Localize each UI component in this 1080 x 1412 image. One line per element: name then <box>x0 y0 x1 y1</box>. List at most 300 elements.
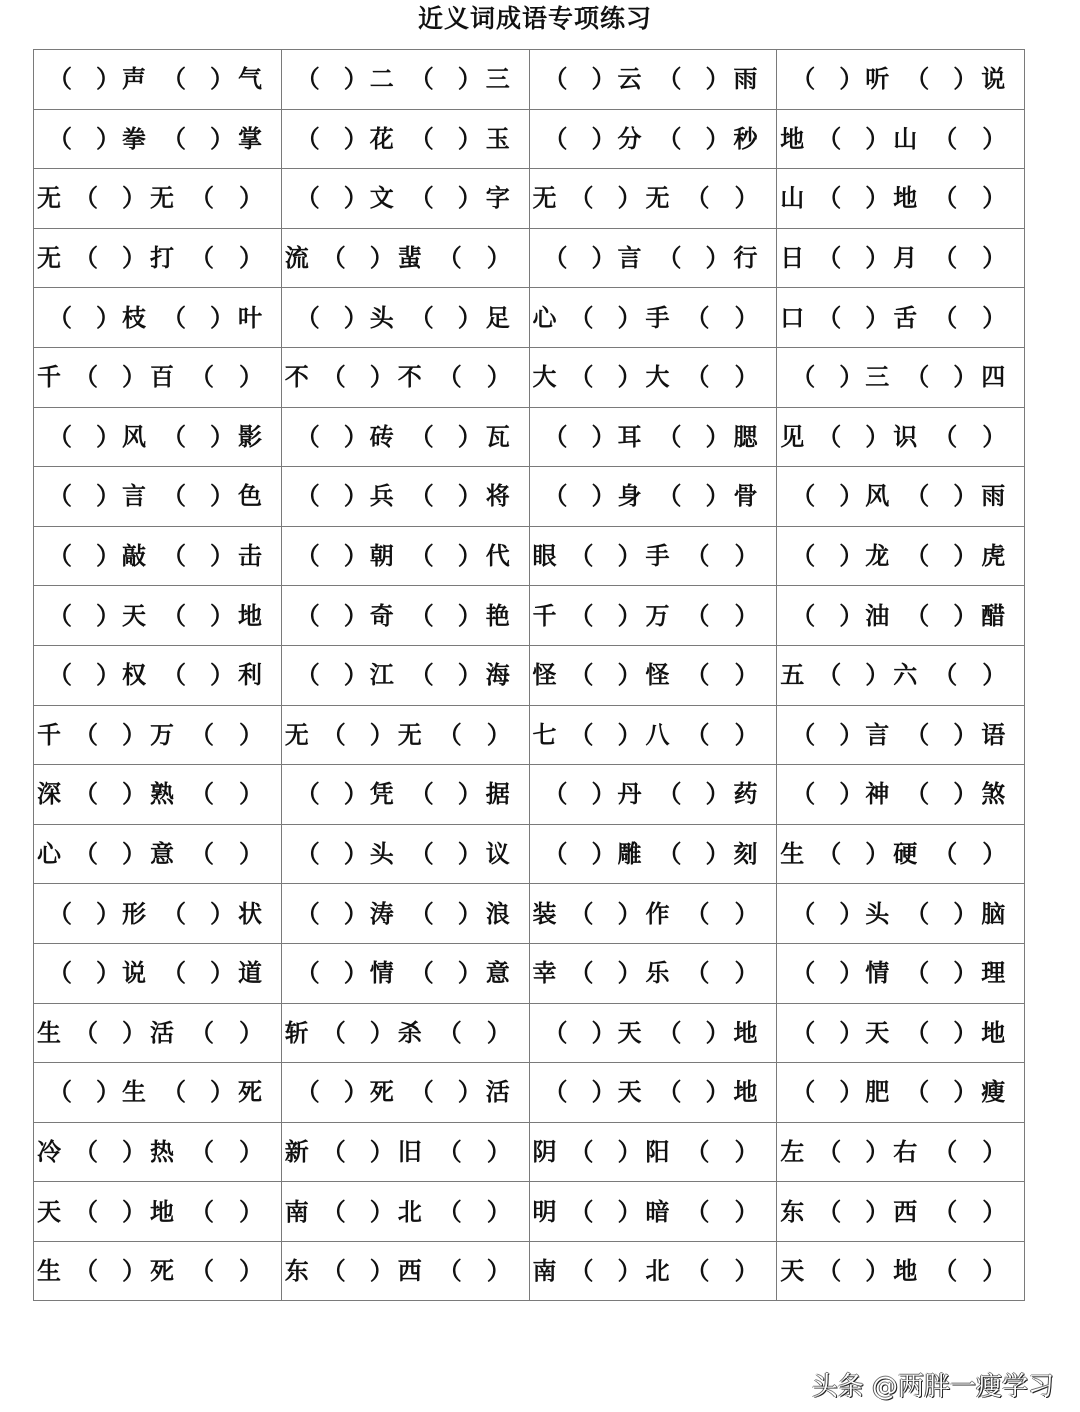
idiom-character: 利 <box>238 660 262 690</box>
idiom-character: 议 <box>485 839 510 869</box>
idiom-character: 千 <box>37 719 61 749</box>
idiom-fill-blank <box>530 229 777 288</box>
idiom-fill-blank <box>530 646 777 705</box>
blank-close-paren: ） <box>96 660 120 690</box>
table-row <box>34 1122 1025 1182</box>
idiom-character: 玉 <box>485 123 510 153</box>
blank-close-paren: ） <box>457 123 482 153</box>
blank-open-paren: （ <box>321 362 346 392</box>
idiom-character: 说 <box>122 958 146 988</box>
blank-open-paren: （ <box>817 243 842 273</box>
idiom-character: 打 <box>150 243 174 273</box>
blank-close-paren: ） <box>343 779 368 809</box>
idiom-cell <box>281 467 529 527</box>
blank-open-paren: （ <box>543 779 568 809</box>
blank-open-paren: （ <box>905 64 930 94</box>
idiom-cell <box>529 1241 777 1301</box>
blank-open-paren: （ <box>685 600 710 630</box>
blank-close-paren: ） <box>591 839 616 869</box>
idiom-character: 足 <box>485 302 510 332</box>
idiom-fill-blank <box>530 348 777 407</box>
idiom-fill-blank <box>34 586 281 645</box>
idiom-character: 地 <box>893 183 918 213</box>
blank-open-paren: （ <box>933 660 958 690</box>
blank-open-paren: （ <box>48 898 72 928</box>
idiom-character: 熟 <box>150 779 174 809</box>
idiom-cell <box>777 109 1025 169</box>
blank-open-paren: （ <box>409 123 434 153</box>
blank-open-paren: （ <box>48 421 72 451</box>
idiom-cell <box>529 109 777 169</box>
idiom-character: 药 <box>733 779 758 809</box>
blank-close-paren: ） <box>96 64 120 94</box>
blank-open-paren: （ <box>685 1256 710 1286</box>
blank-close-paren: ） <box>734 958 759 988</box>
idiom-character: 乐 <box>645 958 670 988</box>
idiom-cell <box>281 1241 529 1301</box>
idiom-character: 西 <box>397 1256 422 1286</box>
idiom-fill-blank <box>282 229 529 288</box>
idiom-cell <box>34 943 282 1003</box>
idiom-character: 行 <box>733 243 758 273</box>
idiom-fill-blank <box>530 765 777 824</box>
blank-open-paren: （ <box>791 1017 816 1047</box>
blank-open-paren: （ <box>74 1136 98 1166</box>
idiom-character: 天 <box>780 1256 805 1286</box>
idiom-fill-blank <box>282 825 529 884</box>
blank-close-paren: ） <box>839 719 864 749</box>
idiom-cell <box>529 586 777 646</box>
idiom-fill-blank <box>777 1063 1024 1122</box>
blank-open-paren: （ <box>685 302 710 332</box>
blank-close-paren: ） <box>734 719 759 749</box>
idiom-cell <box>529 526 777 586</box>
blank-close-paren: ） <box>982 1256 1007 1286</box>
blank-close-paren: ） <box>486 1017 511 1047</box>
blank-open-paren: （ <box>933 839 958 869</box>
idiom-character: 左 <box>780 1136 805 1166</box>
idiom-cell <box>281 407 529 467</box>
idiom-cell <box>34 705 282 765</box>
idiom-character: 八 <box>645 719 670 749</box>
blank-open-paren: （ <box>162 958 186 988</box>
blank-open-paren: （ <box>74 362 98 392</box>
blank-close-paren: ） <box>343 183 368 213</box>
blank-open-paren: （ <box>409 1077 434 1107</box>
idiom-fill-blank <box>530 1242 777 1301</box>
idiom-character: 深 <box>37 779 61 809</box>
blank-open-paren: （ <box>791 541 816 571</box>
blank-open-paren: （ <box>685 719 710 749</box>
blank-close-paren: ） <box>953 481 978 511</box>
blank-close-paren: ） <box>591 421 616 451</box>
table-row <box>34 705 1025 765</box>
blank-open-paren: （ <box>162 1077 186 1107</box>
blank-close-paren: ） <box>343 660 368 690</box>
idiom-cell <box>34 765 282 825</box>
blank-close-paren: ） <box>343 64 368 94</box>
blank-close-paren: ） <box>982 1136 1007 1166</box>
blank-close-paren: ） <box>705 1017 730 1047</box>
idiom-character: 死 <box>369 1077 394 1107</box>
blank-open-paren: （ <box>543 243 568 273</box>
idiom-character: 枝 <box>122 302 146 332</box>
blank-close-paren: ） <box>369 1136 394 1166</box>
idiom-cell <box>281 288 529 348</box>
blank-close-paren: ） <box>705 839 730 869</box>
idiom-cell <box>777 765 1025 825</box>
idiom-character: 油 <box>865 600 890 630</box>
blank-open-paren: （ <box>437 243 462 273</box>
idiom-character: 状 <box>238 898 262 928</box>
idiom-fill-blank <box>530 288 777 347</box>
blank-open-paren: （ <box>162 600 186 630</box>
idiom-character: 六 <box>893 660 918 690</box>
blank-close-paren: ） <box>96 898 120 928</box>
idiom-character: 不 <box>284 362 309 392</box>
idiom-character: 耳 <box>617 421 642 451</box>
blank-close-paren: ） <box>210 481 234 511</box>
blank-open-paren: （ <box>437 362 462 392</box>
idiom-fill-blank <box>530 586 777 645</box>
blank-close-paren: ） <box>239 719 263 749</box>
blank-open-paren: （ <box>685 1196 710 1226</box>
blank-close-paren: ） <box>122 243 146 273</box>
idiom-character: 虎 <box>981 541 1006 571</box>
blank-open-paren: （ <box>162 421 186 451</box>
blank-open-paren: （ <box>295 660 320 690</box>
idiom-character: 心 <box>37 839 61 869</box>
idiom-character: 南 <box>532 1256 557 1286</box>
idiom-cell <box>777 228 1025 288</box>
blank-open-paren: （ <box>569 1196 594 1226</box>
blank-close-paren: ） <box>343 958 368 988</box>
idiom-cell <box>529 824 777 884</box>
idiom-fill-blank <box>282 706 529 765</box>
blank-close-paren: ） <box>617 1196 642 1226</box>
idiom-character: 分 <box>617 123 642 153</box>
idiom-fill-blank <box>777 1123 1024 1182</box>
idiom-character: 百 <box>150 362 174 392</box>
idiom-fill-blank <box>282 1063 529 1122</box>
idiom-cell <box>281 109 529 169</box>
idiom-fill-blank <box>777 1004 1024 1063</box>
idiom-character: 头 <box>369 302 394 332</box>
blank-open-paren: （ <box>685 541 710 571</box>
idiom-cell <box>281 645 529 705</box>
idiom-exercise-table <box>33 49 1025 1301</box>
table-row <box>34 467 1025 527</box>
idiom-fill-blank <box>282 288 529 347</box>
idiom-character: 言 <box>865 719 890 749</box>
blank-close-paren: ） <box>591 481 616 511</box>
blank-open-paren: （ <box>74 839 98 869</box>
blank-open-paren: （ <box>817 421 842 451</box>
idiom-character: 作 <box>645 898 670 928</box>
idiom-character: 据 <box>485 779 510 809</box>
idiom-cell <box>281 169 529 229</box>
blank-open-paren: （ <box>295 183 320 213</box>
blank-open-paren: （ <box>569 660 594 690</box>
blank-open-paren: （ <box>543 481 568 511</box>
idiom-cell <box>777 884 1025 944</box>
blank-close-paren: ） <box>457 600 482 630</box>
blank-close-paren: ） <box>486 1136 511 1166</box>
idiom-character: 瓦 <box>485 421 510 451</box>
blank-close-paren: ） <box>734 362 759 392</box>
blank-close-paren: ） <box>705 421 730 451</box>
blank-open-paren: （ <box>817 302 842 332</box>
idiom-fill-blank <box>282 110 529 169</box>
idiom-character: 情 <box>865 958 890 988</box>
blank-open-paren: （ <box>933 302 958 332</box>
idiom-character: 生 <box>122 1077 146 1107</box>
blank-close-paren: ） <box>705 1077 730 1107</box>
idiom-character: 三 <box>865 362 890 392</box>
idiom-cell <box>34 228 282 288</box>
blank-close-paren: ） <box>457 541 482 571</box>
idiom-cell <box>281 884 529 944</box>
idiom-cell <box>34 50 282 110</box>
idiom-character: 权 <box>122 660 146 690</box>
idiom-character: 大 <box>645 362 670 392</box>
idiom-cell <box>529 705 777 765</box>
blank-open-paren: （ <box>905 541 930 571</box>
blank-close-paren: ） <box>210 958 234 988</box>
idiom-character: 意 <box>485 958 510 988</box>
idiom-fill-blank <box>530 467 777 526</box>
blank-open-paren: （ <box>409 302 434 332</box>
idiom-fill-blank <box>777 1182 1024 1241</box>
idiom-cell <box>34 467 282 527</box>
table-row <box>34 1182 1025 1242</box>
idiom-character: 刻 <box>733 839 758 869</box>
idiom-fill-blank <box>777 944 1024 1003</box>
idiom-cell <box>34 407 282 467</box>
idiom-character: 热 <box>150 1136 174 1166</box>
blank-open-paren: （ <box>409 421 434 451</box>
idiom-fill-blank <box>34 1063 281 1122</box>
blank-open-paren: （ <box>933 1196 958 1226</box>
idiom-fill-blank <box>282 169 529 228</box>
blank-open-paren: （ <box>685 958 710 988</box>
blank-close-paren: ） <box>122 1196 146 1226</box>
idiom-cell <box>281 943 529 1003</box>
idiom-character: 流 <box>284 243 309 273</box>
idiom-character: 拳 <box>122 123 146 153</box>
idiom-fill-blank <box>34 944 281 1003</box>
blank-open-paren: （ <box>791 481 816 511</box>
table-row <box>34 1241 1025 1301</box>
blank-open-paren: （ <box>190 839 214 869</box>
idiom-fill-blank <box>777 765 1024 824</box>
blank-close-paren: ） <box>343 541 368 571</box>
idiom-character: 凭 <box>369 779 394 809</box>
blank-open-paren: （ <box>685 362 710 392</box>
idiom-character: 地 <box>733 1077 758 1107</box>
table-body <box>34 50 1025 1301</box>
idiom-character: 舌 <box>893 302 918 332</box>
blank-open-paren: （ <box>437 1136 462 1166</box>
blank-open-paren: （ <box>321 719 346 749</box>
blank-close-paren: ） <box>486 1196 511 1226</box>
blank-open-paren: （ <box>933 1256 958 1286</box>
blank-close-paren: ） <box>210 541 234 571</box>
blank-close-paren: ） <box>457 1077 482 1107</box>
idiom-character: 幸 <box>532 958 557 988</box>
idiom-fill-blank <box>282 944 529 1003</box>
blank-open-paren: （ <box>321 1136 346 1166</box>
blank-close-paren: ） <box>96 302 120 332</box>
blank-close-paren: ） <box>210 898 234 928</box>
idiom-cell <box>777 1241 1025 1301</box>
idiom-fill-blank <box>282 348 529 407</box>
idiom-character: 言 <box>122 481 146 511</box>
blank-close-paren: ） <box>122 1256 146 1286</box>
blank-close-paren: ） <box>457 64 482 94</box>
blank-close-paren: ） <box>591 123 616 153</box>
blank-open-paren: （ <box>162 302 186 332</box>
blank-open-paren: （ <box>657 1017 682 1047</box>
idiom-character: 北 <box>645 1256 670 1286</box>
blank-close-paren: ） <box>953 600 978 630</box>
blank-close-paren: ） <box>982 660 1007 690</box>
idiom-character: 万 <box>645 600 670 630</box>
blank-open-paren: （ <box>905 958 930 988</box>
idiom-character: 语 <box>981 719 1006 749</box>
idiom-cell <box>281 50 529 110</box>
blank-close-paren: ） <box>122 779 146 809</box>
idiom-character: 五 <box>780 660 805 690</box>
blank-close-paren: ） <box>617 183 642 213</box>
idiom-character: 心 <box>532 302 557 332</box>
blank-open-paren: （ <box>905 898 930 928</box>
idiom-fill-blank <box>282 1123 529 1182</box>
idiom-character: 千 <box>532 600 557 630</box>
blank-open-paren: （ <box>791 362 816 392</box>
idiom-character: 龙 <box>865 541 890 571</box>
table-row <box>34 765 1025 825</box>
blank-close-paren: ） <box>96 958 120 988</box>
blank-close-paren: ） <box>239 839 263 869</box>
table-row <box>34 169 1025 229</box>
idiom-cell <box>529 1003 777 1063</box>
idiom-fill-blank <box>530 1182 777 1241</box>
blank-open-paren: （ <box>190 183 214 213</box>
idiom-character: 蜚 <box>397 243 422 273</box>
idiom-character: 千 <box>37 362 61 392</box>
blank-close-paren: ） <box>839 600 864 630</box>
blank-close-paren: ） <box>343 898 368 928</box>
blank-close-paren: ） <box>343 1077 368 1107</box>
blank-close-paren: ） <box>865 243 890 273</box>
blank-open-paren: （ <box>685 1136 710 1166</box>
idiom-cell <box>529 645 777 705</box>
blank-close-paren: ） <box>705 779 730 809</box>
blank-open-paren: （ <box>409 64 434 94</box>
idiom-character: 神 <box>865 779 890 809</box>
idiom-character: 文 <box>369 183 394 213</box>
idiom-fill-blank <box>777 467 1024 526</box>
blank-open-paren: （ <box>791 64 816 94</box>
blank-close-paren: ） <box>865 183 890 213</box>
blank-close-paren: ） <box>96 600 120 630</box>
idiom-character: 叶 <box>238 302 262 332</box>
idiom-cell <box>777 407 1025 467</box>
blank-open-paren: （ <box>569 362 594 392</box>
blank-close-paren: ） <box>239 779 263 809</box>
blank-close-paren: ） <box>591 779 616 809</box>
blank-open-paren: （ <box>437 1256 462 1286</box>
blank-open-paren: （ <box>569 719 594 749</box>
idiom-cell <box>34 347 282 407</box>
blank-open-paren: （ <box>48 958 72 988</box>
idiom-cell <box>777 1182 1025 1242</box>
idiom-fill-blank <box>282 527 529 586</box>
idiom-fill-blank <box>34 527 281 586</box>
idiom-cell <box>281 1122 529 1182</box>
idiom-fill-blank <box>777 1242 1024 1301</box>
blank-open-paren: （ <box>569 1256 594 1286</box>
blank-close-paren: ） <box>982 243 1007 273</box>
table-row <box>34 407 1025 467</box>
idiom-cell <box>281 1003 529 1063</box>
idiom-character: 兵 <box>369 481 394 511</box>
idiom-character: 杀 <box>397 1017 422 1047</box>
blank-close-paren: ） <box>96 481 120 511</box>
blank-open-paren: （ <box>295 898 320 928</box>
idiom-cell <box>529 765 777 825</box>
blank-close-paren: ） <box>343 421 368 451</box>
blank-close-paren: ） <box>369 719 394 749</box>
blank-open-paren: （ <box>543 123 568 153</box>
table-row <box>34 228 1025 288</box>
idiom-character: 身 <box>617 481 642 511</box>
idiom-fill-blank <box>777 706 1024 765</box>
blank-open-paren: （ <box>791 779 816 809</box>
idiom-character: 西 <box>893 1196 918 1226</box>
idiom-character: 日 <box>780 243 805 273</box>
idiom-character: 影 <box>238 421 262 451</box>
table-row <box>34 586 1025 646</box>
idiom-fill-blank <box>777 408 1024 467</box>
blank-close-paren: ） <box>617 1256 642 1286</box>
idiom-fill-blank <box>777 825 1024 884</box>
idiom-character: 花 <box>369 123 394 153</box>
blank-close-paren: ） <box>343 123 368 153</box>
idiom-cell <box>777 943 1025 1003</box>
idiom-cell <box>34 586 282 646</box>
idiom-character: 说 <box>981 64 1006 94</box>
idiom-cell <box>281 765 529 825</box>
blank-open-paren: （ <box>817 660 842 690</box>
idiom-character: 涛 <box>369 898 394 928</box>
idiom-character: 识 <box>893 421 918 451</box>
blank-open-paren: （ <box>905 719 930 749</box>
blank-open-paren: （ <box>657 64 682 94</box>
blank-close-paren: ） <box>839 481 864 511</box>
idiom-character: 江 <box>369 660 394 690</box>
blank-open-paren: （ <box>543 421 568 451</box>
blank-open-paren: （ <box>190 243 214 273</box>
idiom-character: 东 <box>780 1196 805 1226</box>
blank-open-paren: （ <box>657 243 682 273</box>
blank-close-paren: ） <box>617 302 642 332</box>
blank-close-paren: ） <box>369 1256 394 1286</box>
idiom-fill-blank <box>34 348 281 407</box>
blank-open-paren: （ <box>569 1136 594 1166</box>
blank-close-paren: ） <box>705 481 730 511</box>
